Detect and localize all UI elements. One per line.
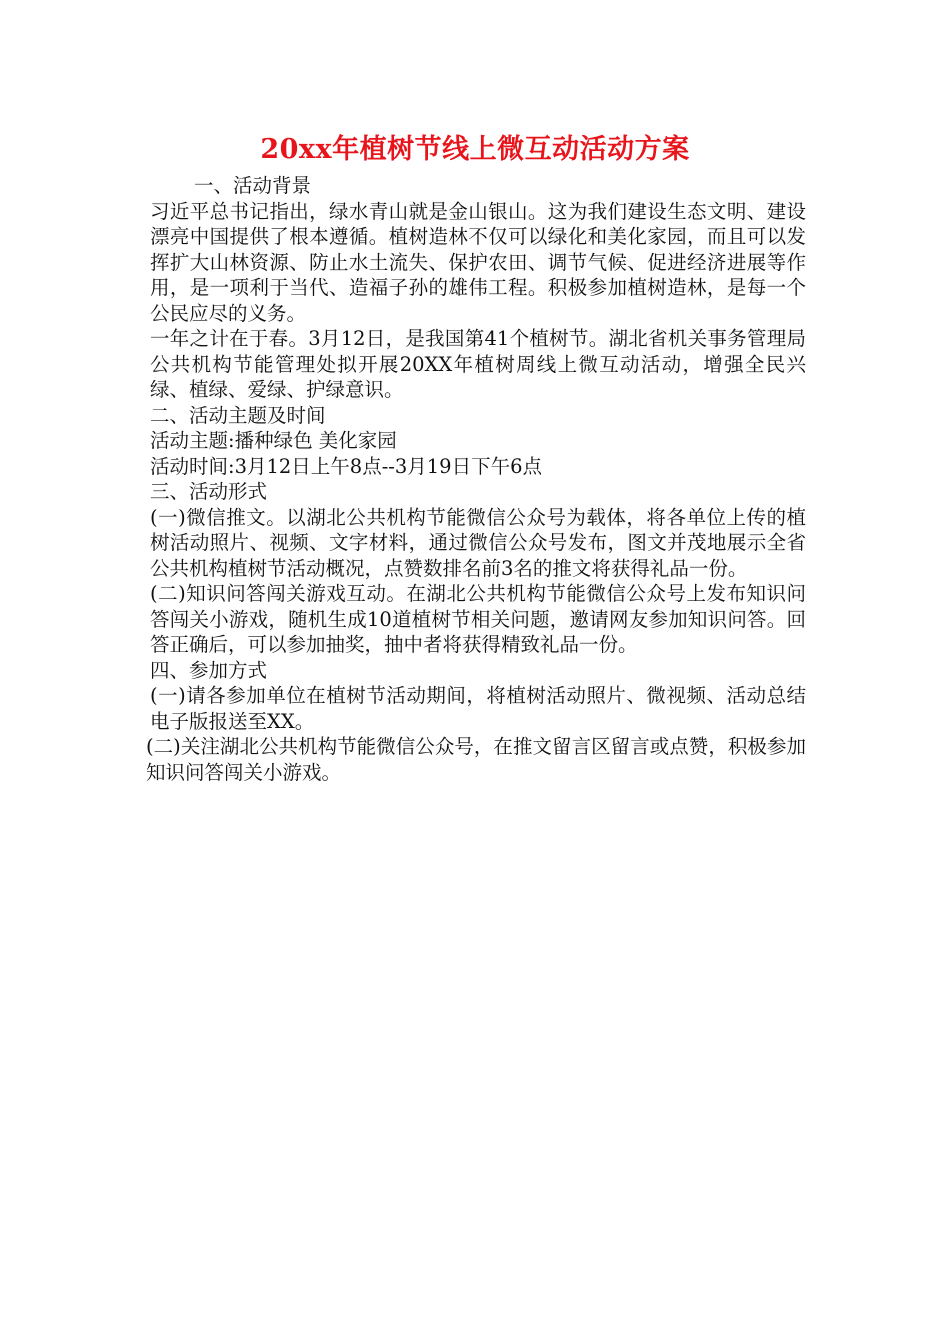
paragraph-background-1: 习近平总书记指出，绿水青山就是金山银山。这为我们建设生态文明、建设漂亮中国提供了根本遵循。植树造林不仅可以绿化和美化家园，而且可以发挥扩大山林资源、防止水土流失、保护农田、调节气候、促进经济进展等作用，是一项利于当代、造福子孙的雄伟工程。积极参加植树造林，是每一个公民应尽的义务。 xyxy=(150,199,806,325)
section-heading-participation: 四、参加方式 xyxy=(150,658,268,682)
document-body xyxy=(146,173,806,785)
activity-theme: 活动主题:播种绿色 美化家园 xyxy=(150,429,397,452)
document-title: 20xx年植树节线上微互动活动方案 xyxy=(260,134,690,165)
paragraph-background-2: 一年之计在于春。3月12日，是我国第41个植树节。湖北省机关事务管理局公共机构节能管理处拟开展20XX年植树周线上微互动活动，增强全民兴绿、植绿、爱绿、护绿意识。 xyxy=(150,327,806,401)
paragraph-format-1: (一)微信推文。以湖北公共机构节能微信公众号为载体，将各单位上传的植树活动照片、视频、文字材料，通过微信公众号发布，图文并茂地展示全省公共机构植树节活动概况，点赞数排名前3名的推文将获得礼品一份。 xyxy=(150,505,806,580)
paragraph-format-2: (二)知识问答闯关游戏互动。在湖北公共机构节能微信公众号上发布知识问答闯关小游戏，随机生成10道植树节相关问题，邀请网友参加知识问答。回答正确后，可以参加抽奖，抽中者将获得精致礼品一份。 xyxy=(150,582,806,656)
activity-time: 活动时间:3月12日上午8点--3月19日下午6点 xyxy=(150,454,542,478)
paragraph-participation-1: (一)请各参加单位在植树节活动期间，将植树活动照片、微视频、活动总结电子版报送至XX。 xyxy=(150,684,806,733)
section-heading-format: 三、活动形式 xyxy=(150,480,268,503)
section-heading-theme-time: 二、活动主题及时间 xyxy=(150,403,326,427)
paragraph-participation-2: (二)关注湖北公共机构节能微信公众号，在推文留言区留言或点赞，积极参加知识问答闯关小游戏。 xyxy=(146,735,806,784)
section-heading-background: 一、活动背景 xyxy=(194,174,312,197)
